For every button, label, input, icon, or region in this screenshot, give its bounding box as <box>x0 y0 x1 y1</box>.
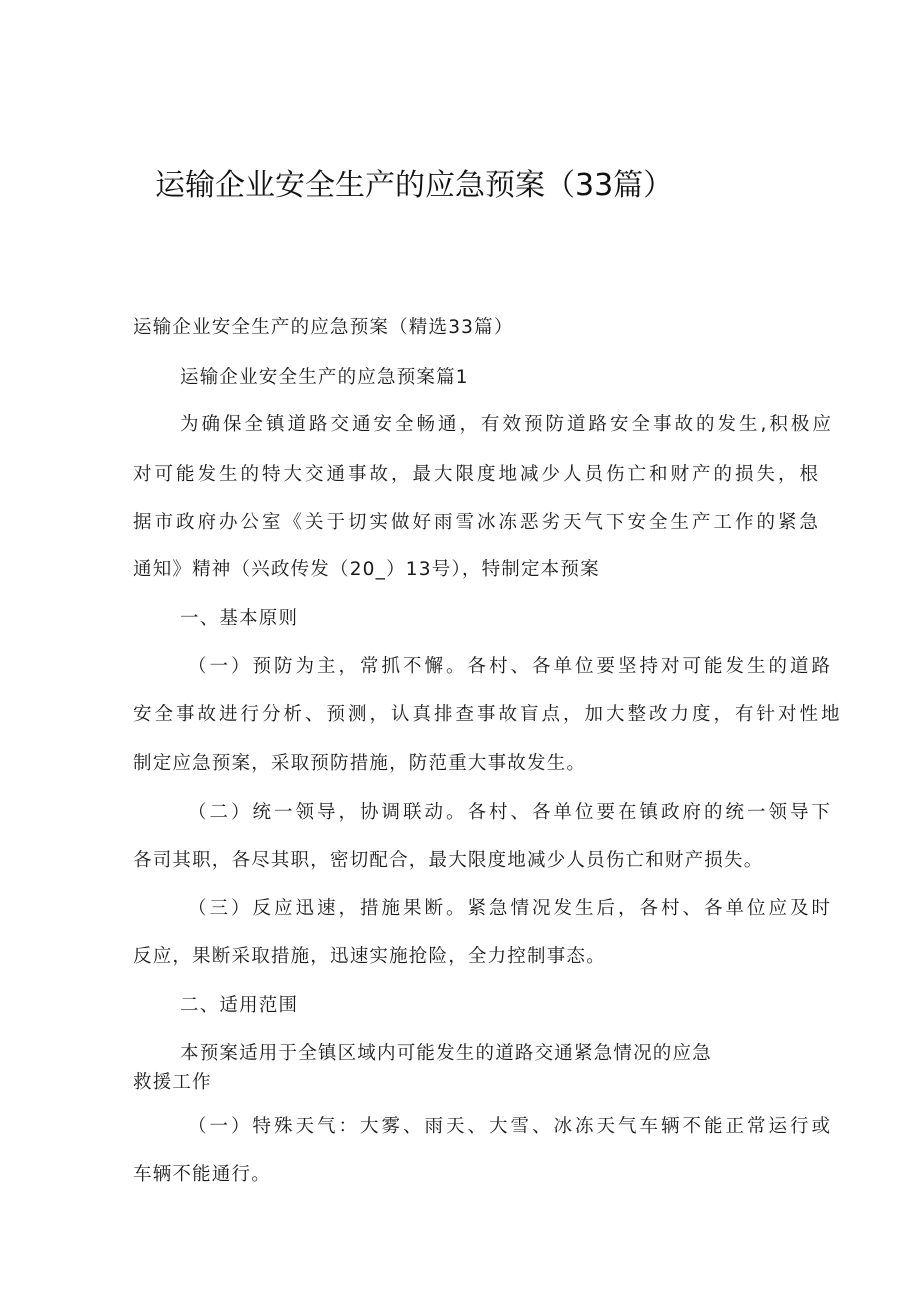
paragraph-line: 反应，果断采取措施，迅速实施抢险，全力控制事态。 <box>133 946 606 967</box>
paragraph-line: 各司其职，各尽其职，密切配合，最大限度地减少人员伤亡和财产损失。 <box>133 850 764 871</box>
paragraph-line: （一）预防为主，常抓不懈。各村、各单位要坚持对可能发生的道路 <box>188 656 834 677</box>
paragraph-line: 安全事故进行分析、预测，认真排查事故盲点，加大整改力度，有针对性地 <box>133 704 843 725</box>
paragraph-line: 救援工作 <box>133 1072 212 1093</box>
paragraph-line: 通知》精神（兴政传发（20_）13号），特制定本预案 <box>133 559 600 580</box>
paragraph-line: 为确保全镇道路交通安全畅通，有效预防道路安全事故的发生,积极应 <box>180 414 834 435</box>
paragraph-line: （三）反应迅速，措施果断。紧急情况发生后，各村、各单位应及时 <box>188 898 834 919</box>
paragraph-line: 车辆不能通行。 <box>133 1164 271 1185</box>
subtitle-line: 运输企业安全生产的应急预案（精选33篇） <box>133 317 514 338</box>
paragraph-line: （二）统一领导，协调联动。各村、各单位要在镇政府的统一领导下 <box>188 802 834 823</box>
paragraph-line: 本预案适用于全镇区域内可能发生的道路交通紧急情况的应急 <box>180 1043 712 1064</box>
section-heading: 一、基本原则 <box>180 608 299 629</box>
paragraph-line: 对可能发生的特大交通事故，最大限度地减少人员伤亡和财产的损失，根 <box>133 464 822 485</box>
paragraph-line: （一）特殊天气：大雾、雨天、大雪、冰冻天气车辆不能正常运行或 <box>188 1116 834 1137</box>
paragraph-line: 据市政府办公室《关于切实做好雨雪冰冻恶劣天气下安全生产工作的紧急 <box>133 512 822 533</box>
section-heading: 运输企业安全生产的应急预案篇1 <box>180 367 469 388</box>
section-heading: 二、适用范围 <box>180 995 299 1016</box>
paragraph-line: 制定应急预案，采取预防措施，防范重大事故发生。 <box>133 753 587 774</box>
document-title: 运输企业安全生产的应急预案（33篇） <box>155 168 674 203</box>
